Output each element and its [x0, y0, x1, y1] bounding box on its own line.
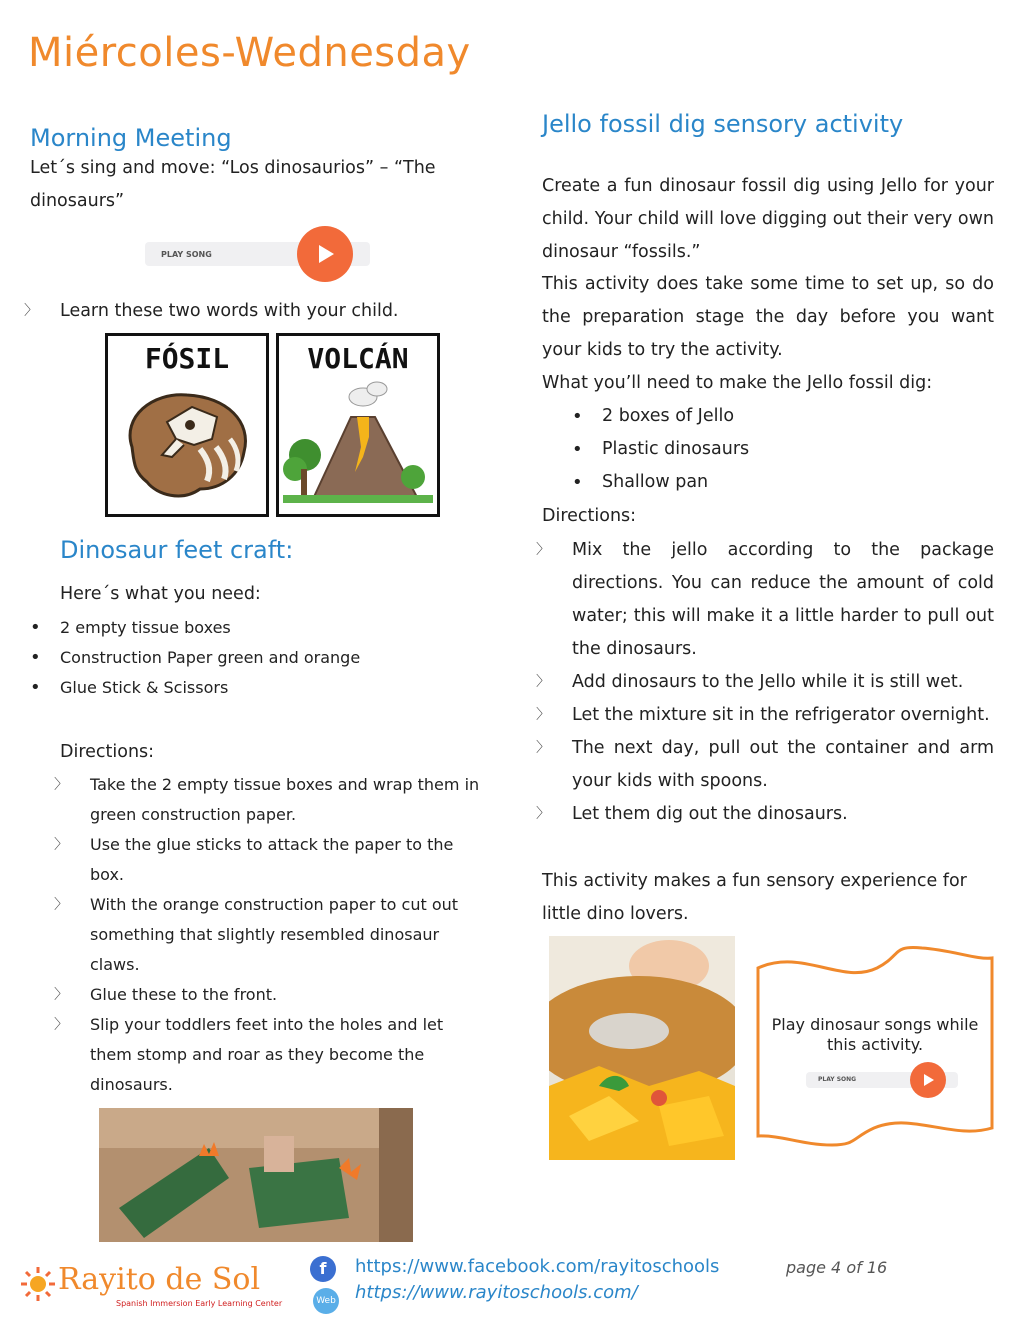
jello-materials-list	[602, 400, 992, 499]
list-item: 〉 Add dinosaurs to the Jello while it is still wet.	[572, 666, 994, 699]
jello-closing: This activity makes a fun sensory experience for little dino lovers.	[542, 871, 967, 924]
fossil-icon	[112, 377, 262, 507]
website-link[interactable]: https://www.rayitoschools.com/	[355, 1282, 638, 1303]
jello-need-label: What you’ll need to make the Jello fossil dig:	[542, 373, 933, 393]
list-item: 〉 Mix the jello according to the package directions. You can reduce the amount of cold water; this will make it a little harder to pull out the dinosaurs.	[572, 534, 994, 666]
list-item: • Shallow pan	[602, 466, 992, 499]
craft-heading: Dinosaur feet craft:	[60, 536, 294, 564]
facebook-link[interactable]: https://www.facebook.com/rayitoschools	[355, 1256, 720, 1277]
play-icon	[920, 1072, 936, 1088]
scroll-box-text: Play dinosaur songs while this activity.	[771, 1015, 979, 1054]
play-button[interactable]	[297, 226, 353, 282]
craft-directions-list	[90, 770, 485, 1100]
volcan-card	[276, 333, 440, 517]
scroll-play-button[interactable]	[910, 1062, 946, 1098]
play-song-label: PLAY SONG	[161, 250, 212, 259]
list-item: 〉 The next day, pull out the container and arm your kids with spoons.	[572, 732, 994, 798]
morning-meeting-heading: Morning Meeting	[30, 124, 232, 152]
jello-prep: This activity does take some time to set up, so do the preparation stage the day before you want your kids to try the activity.	[542, 274, 994, 360]
list-item: • 2 empty tissue boxes	[60, 613, 480, 643]
jello-intro: Create a fun dinosaur fossil dig using Jello for your child. Your child will love digging out their very own dinosaur “fossils.”	[542, 176, 994, 262]
craft-need-label: Here´s what you need:	[60, 584, 261, 604]
list-item: 〉 With the orange construction paper to cut out something that slightly resembled dinosaur claws.	[90, 890, 485, 980]
dinosaur-feet-photo	[99, 1108, 413, 1242]
web-icon[interactable]: Web	[313, 1288, 339, 1314]
page-number: page 4 of 16	[786, 1258, 888, 1277]
rayito-logo	[20, 1262, 290, 1312]
scroll-box	[752, 940, 998, 1150]
jello-directions-label: Directions:	[542, 506, 637, 526]
logo-name: Rayito de Sol	[58, 1262, 261, 1297]
logo-tagline: Spanish Immersion Early Learning Center	[116, 1299, 283, 1308]
jello-directions-list	[572, 534, 994, 831]
scroll-play-song-label: PLAY SONG	[818, 1076, 857, 1083]
list-item: 〉 Let the mixture sit in the refrigerator overnight.	[572, 699, 994, 732]
jello-heading: Jello fossil dig sensory activity	[542, 110, 904, 138]
craft-directions-label: Directions:	[60, 742, 155, 762]
list-item: 〉 Use the glue sticks to attack the paper to the box.	[90, 830, 485, 890]
play-icon	[313, 242, 337, 266]
list-item: 〉 Take the 2 empty tissue boxes and wrap them in green construction paper.	[90, 770, 485, 830]
list-item: • Construction Paper green and orange	[60, 643, 480, 673]
list-item: 〉 Glue these to the front.	[90, 980, 485, 1010]
list-item: 〉 Let them dig out the dinosaurs.	[572, 798, 994, 831]
list-item: • Plastic dinosaurs	[602, 433, 992, 466]
list-item: 〉 Slip your toddlers feet into the holes and let them stomp and roar as they become the dinosaurs.	[90, 1010, 485, 1100]
sun-icon	[20, 1266, 56, 1302]
page-title: Miércoles-Wednesday	[28, 30, 471, 76]
fosil-card	[105, 333, 269, 517]
jello-photo	[549, 936, 735, 1160]
volcano-icon	[283, 377, 433, 507]
list-item: • 2 boxes of Jello	[602, 400, 992, 433]
learn-words-item: 〉 Learn these two words with your child.	[60, 295, 399, 328]
craft-materials-list	[60, 613, 480, 703]
volcan-word: VOLCÁN	[307, 342, 409, 375]
facebook-icon[interactable]: f	[310, 1256, 336, 1282]
fosil-word: FÓSIL	[144, 342, 230, 375]
list-item: • Glue Stick & Scissors	[60, 673, 480, 703]
learn-words-list	[60, 295, 399, 328]
morning-meeting-intro: Let´s sing and move: “Los dinosaurios” – “The dinosaurs”	[30, 158, 436, 211]
